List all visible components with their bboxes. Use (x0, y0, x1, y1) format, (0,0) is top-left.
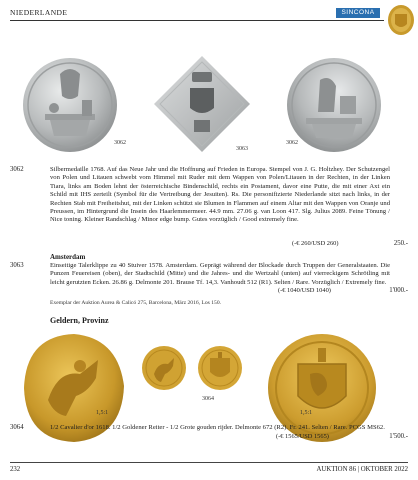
image-label-3064: 3064 (202, 396, 214, 402)
lot-estimate-3063: (-€ 1040/USD 1040) (278, 287, 331, 294)
lot-result-3064: 1'500.- (389, 433, 408, 440)
auction-reference: AUKTION 86 | OKTOBER 2022 (316, 466, 408, 473)
brand-badge: SINCONA (336, 8, 380, 18)
lot-description-3064: 1/2 Cavalier d'or 1618. 1/2 Goldener Reiter - 1/2 Grote gouden rijder. Delmonte 672 (R2). Fr. 241. Selten / Rare. PCGS MS62. (50, 424, 385, 431)
lot-result-3062: 250.- (393, 240, 408, 247)
scale-label-right: 1,5:1 (300, 410, 313, 416)
medal-obverse-image (20, 56, 120, 154)
footer-divider (10, 462, 408, 463)
lot-number-3062: 3062 (10, 166, 24, 173)
lot-result-3063: 1'000.- (389, 287, 408, 294)
image-label-3062-right: 3062 (286, 140, 298, 146)
top-coin-images (0, 52, 418, 164)
lot-number-3064: 3064 (10, 424, 24, 431)
lot-description-3062: Silbermedaille 1768. Auf das Neue Jahr und die Hoffnung auf Frieden in Europa. Stempel von J. G. Holtzhey. Der Schutzengel von Polen und Litauen schwebt vom Himmel mit Ruder mit dem Wappen von Polen/Litauen in der Rechten, in der Linken Tiara, links am Boden lehnt der österreichische Bindenschild, rechts ein Postament, davor eine Putte, die mit einer Axt ein Schild mit IHS zerteilt (Symbol für die Vertreibung der Jesuiten). Rs. Die personifizierte Niederlande sitzt nach links, in der Rechten Stab mit Freiheitshut, mit der Linken schützt sie Blumen in Flammen auf einem Altar mit den Wappen von Oranje und Preussen, im Hintergrund die Insein des Haarlemmermeer. 44.9 mm. 27.06 g. van Loon 417. Slg. Julius 2089. Feine Tönung / Nice toning. Kleiner Randschlag / Minor edge bump. Gutes vorzüglich / Good extremely fine. (50, 166, 390, 224)
medal-reverse-image (284, 56, 384, 154)
lot-description-3063: Einseitige Talerklippe zu 40 Stuiver 1578. Amsterdam. Geprägt während der Blockade durch Truppen der Generalstaaten. Die Punzen Feuereisen (oben), der Stadtschild (Mitte) und die Jahres- und die Wertzahl (unten) auf vierreckigem Schrötling mit leicht gerutzten Ecken. 26.86 g. Delmonte 201. Brause Tf. 14,3. Vanhoudt 512 (R1). Selten / Rare. Vorzüglich / Extremely fine. (50, 262, 390, 286)
gold-cavalier-reverse-image (196, 344, 244, 392)
section-title-geldern: Geldern, Provinz (50, 316, 109, 325)
image-label-3063: 3063 (236, 146, 248, 152)
bottom-coin-images (0, 340, 418, 420)
header-gold-coin-image (384, 2, 414, 42)
page-header (0, 0, 418, 52)
lot-estimate-3064: (-€ 1565/USD 1565) (276, 433, 329, 440)
talerklippe-image (152, 54, 252, 154)
image-label-3062-left: 3062 (114, 140, 126, 146)
subhead-amsterdam: Amsterdam (50, 253, 86, 261)
provenance-note-3063: Exemplar der Auktion Aurea & Calicó 275, Barcelona, März 2016, Los 150. (50, 300, 222, 306)
scale-label-left: 1,5:1 (96, 410, 109, 416)
section-label: NIEDERLANDE (10, 8, 68, 17)
lot-estimate-3062: (-€ 260/USD 260) (292, 240, 339, 247)
lot-number-3063: 3063 (10, 262, 24, 269)
header-divider (10, 20, 384, 21)
page-number: 232 (10, 466, 21, 473)
gold-cavalier-obverse-image (140, 344, 188, 392)
